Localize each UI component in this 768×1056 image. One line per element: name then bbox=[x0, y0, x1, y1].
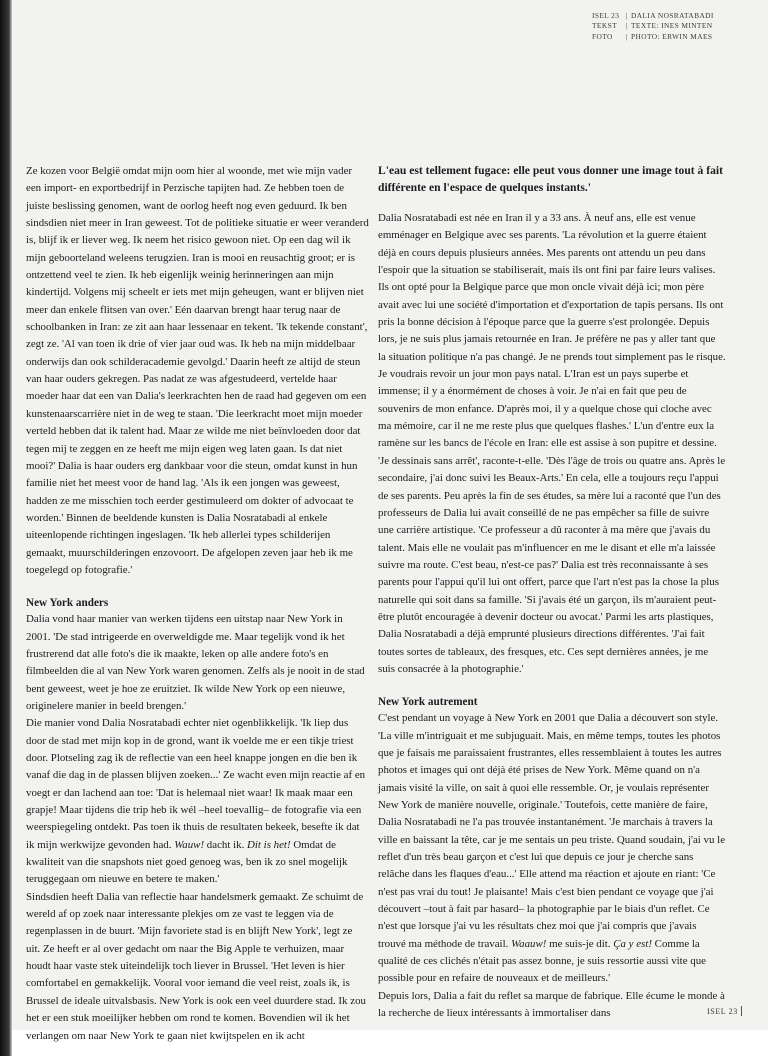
credit-label: FOTO bbox=[592, 31, 613, 41]
emphasis-text: Dit is het! bbox=[247, 838, 291, 851]
french-column bbox=[378, 163, 726, 1022]
dutch-paragraph: Die manier vond Dalia Nosratabadi echter niet ogenblikkelijk. 'Ik liep dus door de stad met mijn kop in de grond, want ik voelde me er een tikje triest door. Plotseling zag ik de reflectie van een heel knappe jongen en die ben ik vanaf die dag in de plassen blijven zoeken...' Ze wacht even mijn reactie af en voegt er dan lachend aan toe: 'Dat is helemaal niet waar! Ik maak maar een grapje! Maar tijdens die trip heb ik wél –heel toevallig– de fotografie via een weerspiegeling ontdekt. Pas toen ik thuis de resultaten bekeek, besefte ik dat ik mijn werkwijze gevonden had. Wauw! dacht ik. Dit is het! Omdat de kwaliteit van die snapshots niet goed genoeg was, ben ik zo snel mogelijk teruggegaan om nieuwe en betere te maken.' bbox=[26, 717, 366, 886]
credit-label: TEKST bbox=[592, 21, 617, 31]
emphasis-text: Wauw! bbox=[174, 838, 205, 851]
dutch-paragraph: Dalia vond haar manier van werken tijdens een uitstap naar New York in 2001. 'De stad intrigeerde en overweldigde me. Maar tegelijk vond ik het frustrerend dat alle foto's die ik maakte, leken op alle andere foto's en filmbeelden die al van New York waren genomen. Zelfs als je nooit in de stad bent geweest, weet je hoe ze eruitziet. Ik wilde New York op een nieuwe, originelere manier in beeld brengen.' bbox=[26, 613, 365, 712]
article-credits bbox=[592, 11, 764, 42]
credit-value: DALIA NOSRATABADI bbox=[631, 11, 714, 20]
credit-row: ISEL 23 | DALIA NOSRATABADI bbox=[592, 11, 714, 20]
credit-value: TEXTE: INES MINTEN bbox=[631, 21, 713, 31]
credit-row: FOTO | PHOTO: ERWIN MAES bbox=[592, 31, 713, 41]
dutch-column bbox=[26, 163, 369, 1045]
dutch-intro-paragraph: Ze kozen voor België omdat mijn oom hier al woonde, met wie mijn vader een import- en exportbedrijf in Perzische tapijten had. Ze hebben toen de juiste beslissing genomen, want de oorlog heeft nog even geduurd. Ik ben sindsdien niet meer in Iran geweest. Tot de politieke situatie er weer veranderd is, blijf ik er liever weg. Ik neem het risico gewoon niet. Op een dag wil ik mijn geboorteland weleens terugzien. Iran is mooi en reusachtig groot; er is ontzettend veel te zien. Ik heb eigenlijk weinig herinneringen aan mijn kindertijd. Volgens mij scheelt er iets met mijn geheugen, want er blijven niet meer dan enkele flitsen van over.' Eén daarvan brengt haar terug naar de schoolbanken in Iran: ze zit aan haar lessenaar en tekent. 'Ik tekende constant', zegt ze. 'Al van toen ik drie of vier jaar oud was. Ik heb na mijn middelbaar onderwijs dan ook schilderacademie gevolgd.' Daarin heeft ze altijd de steun van haar ouders gekregen. Pas nadat ze was afgestudeerd, vertelde haar moeder haar dat een van Dalia's leerkrachten hen de raad had gegeven om een kunstenaarscarrière niet in de weg te staan. 'Die leerkracht moet mijn moeder verteld hebben dat ik talent had. Maar ze wilde me niet beïnvloeden door dat tegen mij te zeggen en ze heeft me mijn eigen weg laten gaan. Is dat niet mooi?' Dalia is haar ouders erg dankbaar voor die steun, omdat kunst in hun familie niet het meest voor de hand lag. 'Als ik een jongen was geweest, hadden ze me misschien toch eerder gestimuleerd om dokter of advocaat te worden.' Binnen de beeldende kunsten is Dalia Nosratabadi al enkele uiteenlopende richtingen ingeslagen. 'Ik heb allerlei types schilderijen gemaakt, muurschilderingen enzovoort. De afgelopen zeven jaar heb ik me toegelegd op fotografie.' bbox=[26, 165, 369, 576]
emphasis-text: Ça y est! bbox=[613, 937, 652, 950]
credit-value: PHOTO: ERWIN MAES bbox=[631, 31, 713, 41]
emphasis-text: Waauw! bbox=[511, 937, 547, 950]
pull-quote: L'eau est tellement fugace: elle peut vous donner une image tout à fait différente en l'espace de quelques instants.' bbox=[378, 164, 723, 194]
french-section-heading: New York autrement bbox=[378, 696, 478, 709]
french-paragraph: C'est pendant un voyage à New York en 2001 que Dalia a découvert son style. 'La ville m'intriguait et me subjuguait. Mais, en même temps, toutes les photos que je faisais me paraissaient frustrantes, elles ressemblaient à toutes les autres photos et images qui ont déjà été prises de New York. Même quand on n'a jamais visité la ville, on sait à quoi elle ressemble. Or, je voulais représenter New York de manière nouvelle, originale.' Toutefois, cette manière de faire, Dalia Nosratabadi ne l'a pas trouvée instantanément. 'Je marchais à travers la ville en baissant la tête, car je me sentais un peu triste. Quand soudain, j'ai vu le reflet d'un très beau garçon et c'est lui que depuis ce jour je cherche sans relâche dans les flaques d'eau...' Elle attend ma réaction et ajoute en riant: 'Ce n'est pas vrai du tout! Je plaisante! Mais c'est bien pendant ce voyage que j'ai découvert –tout à fait par hasard– la photographie par le biais d'un reflet. Ce n'est que lorsque j'ai vu les résultats chez moi que j'ai compris que j'avais trouvé ma méthode de travail. Waauw! me suis-je dit. Ça y est! Comme la qualité de ces clichés n'était pas assez bonne, je suis ressortie aussi vite que possible pour en refaire de nouveaux et de meilleurs.' bbox=[378, 712, 726, 985]
french-paragraph: Depuis lors, Dalia a fait du reflet sa marque de fabrique. Elle écume le monde à la recherche de lieux intéressants à immortaliser dans bbox=[378, 989, 725, 1020]
french-intro-paragraph: Dalia Nosratabadi est née en Iran il y a 33 ans. À neuf ans, elle est venue emménager en Belgique avec ses parents. 'La révolution et la guerre étaient déjà en cours depuis plusieurs années. Mes parents ont attendu un peu dans l'espoir que la situation se stabiliserait, mais ils ont fini par faire leurs valises. Ils ont opté pour la Belgique parce que mon oncle vivait déjà ici; mon père avait avec lui une société d'importation et d'exportation de tapis persans. Ils ont pris la bonne décision à l'époque parce que la guerre s'est prolongée. Depuis lors, je ne suis plus jamais retournée en Iran. Je préfère ne pas y aller tant que la situation politique n'a pas changé. Je ne prends tout simplement pas le risque. Je voudrais revoir un jour mon pays natal. L'Iran est un pays superbe et immense; il y a énormément de choses à voir. Je n'ai en fait que peu de souvenirs de mon enfance. D'après moi, il y a quelque chose qui cloche avec ma mémoire, car il ne me reste plus que quelques flashes.' L'un d'entre eux la ramène sur les bancs de l'école en Iran: elle est assise à son pupitre et dessine. 'Je dessinais sans arrêt', raconte-t-elle. 'Dès l'âge de trois ou quatre ans. Après le secondaire, j'ai donc suivi les Beaux-Arts.' En cela, elle a toujours reçu l'appui de ses parents. Peu après la fin de ses études, sa mère lui a raconté que l'un des professeurs de Dalia lui avait conseillé de ne pas empêcher sa fille de suivre une carrière artistique. 'Ce professeur a dû raconter à ma mère que j'avais du talent. Mais elle ne voulait pas m'influencer en me le disant et elle m'a laissée suivre ma route. C'est beau, n'est-ce pas?' Dalia est très reconnaissante à ses parents pour l'appui qu'il lui ont offert, parce que l'art n'est pas la chose la plus naturelle qui soit dans sa famille. 'Si j'avais été un garçon, ils m'auraient peut-être plutôt encouragée à devenir docteur ou avocat.' Parmi les arts plastiques, Dalia Nosratabadi a déjà emprunté plusieurs directions différentes. 'J'ai fait toutes sortes de tableaux, des fresques, etc. Ces sept dernières années, je me suis consacrée à la photographie.' bbox=[378, 212, 726, 675]
dutch-section-heading: New York anders bbox=[26, 597, 109, 610]
page-spine-shadow bbox=[0, 0, 12, 1056]
page-number: ISEL 23 bbox=[707, 1007, 738, 1016]
page-folio bbox=[707, 1006, 742, 1016]
dutch-paragraph: Sindsdien heeft Dalia van reflectie haar handelsmerk gemaakt. Ze schuimt de wereld af op zoek naar interessante plekjes om ze vast te leggen via de regenplassen in de buurt. 'Mijn favoriete stad is en blijft New York', legt ze uit. Ze heeft er al over gedacht om naar the Big Apple te verhuizen, maar houdt haar vaste stek uiteindelijk toch liever in Brussel. 'Het leven is hier comfortabel en gemakkelijk. Vooral voor iemand die veel reist, zoals ik, is Brussel de ideale uitvalsbasis. New York is ook een veel duurdere stad. Ik zou het er een stuk moeilijker hebben om rond te komen. Bovendien wil ik het verlangen om naar New York te gaan niet kwijtspelen en ik acht bbox=[26, 890, 366, 1042]
credit-row: TEKST | TEXTE: INES MINTEN bbox=[592, 21, 713, 31]
credit-label: ISEL 23 bbox=[592, 11, 620, 20]
